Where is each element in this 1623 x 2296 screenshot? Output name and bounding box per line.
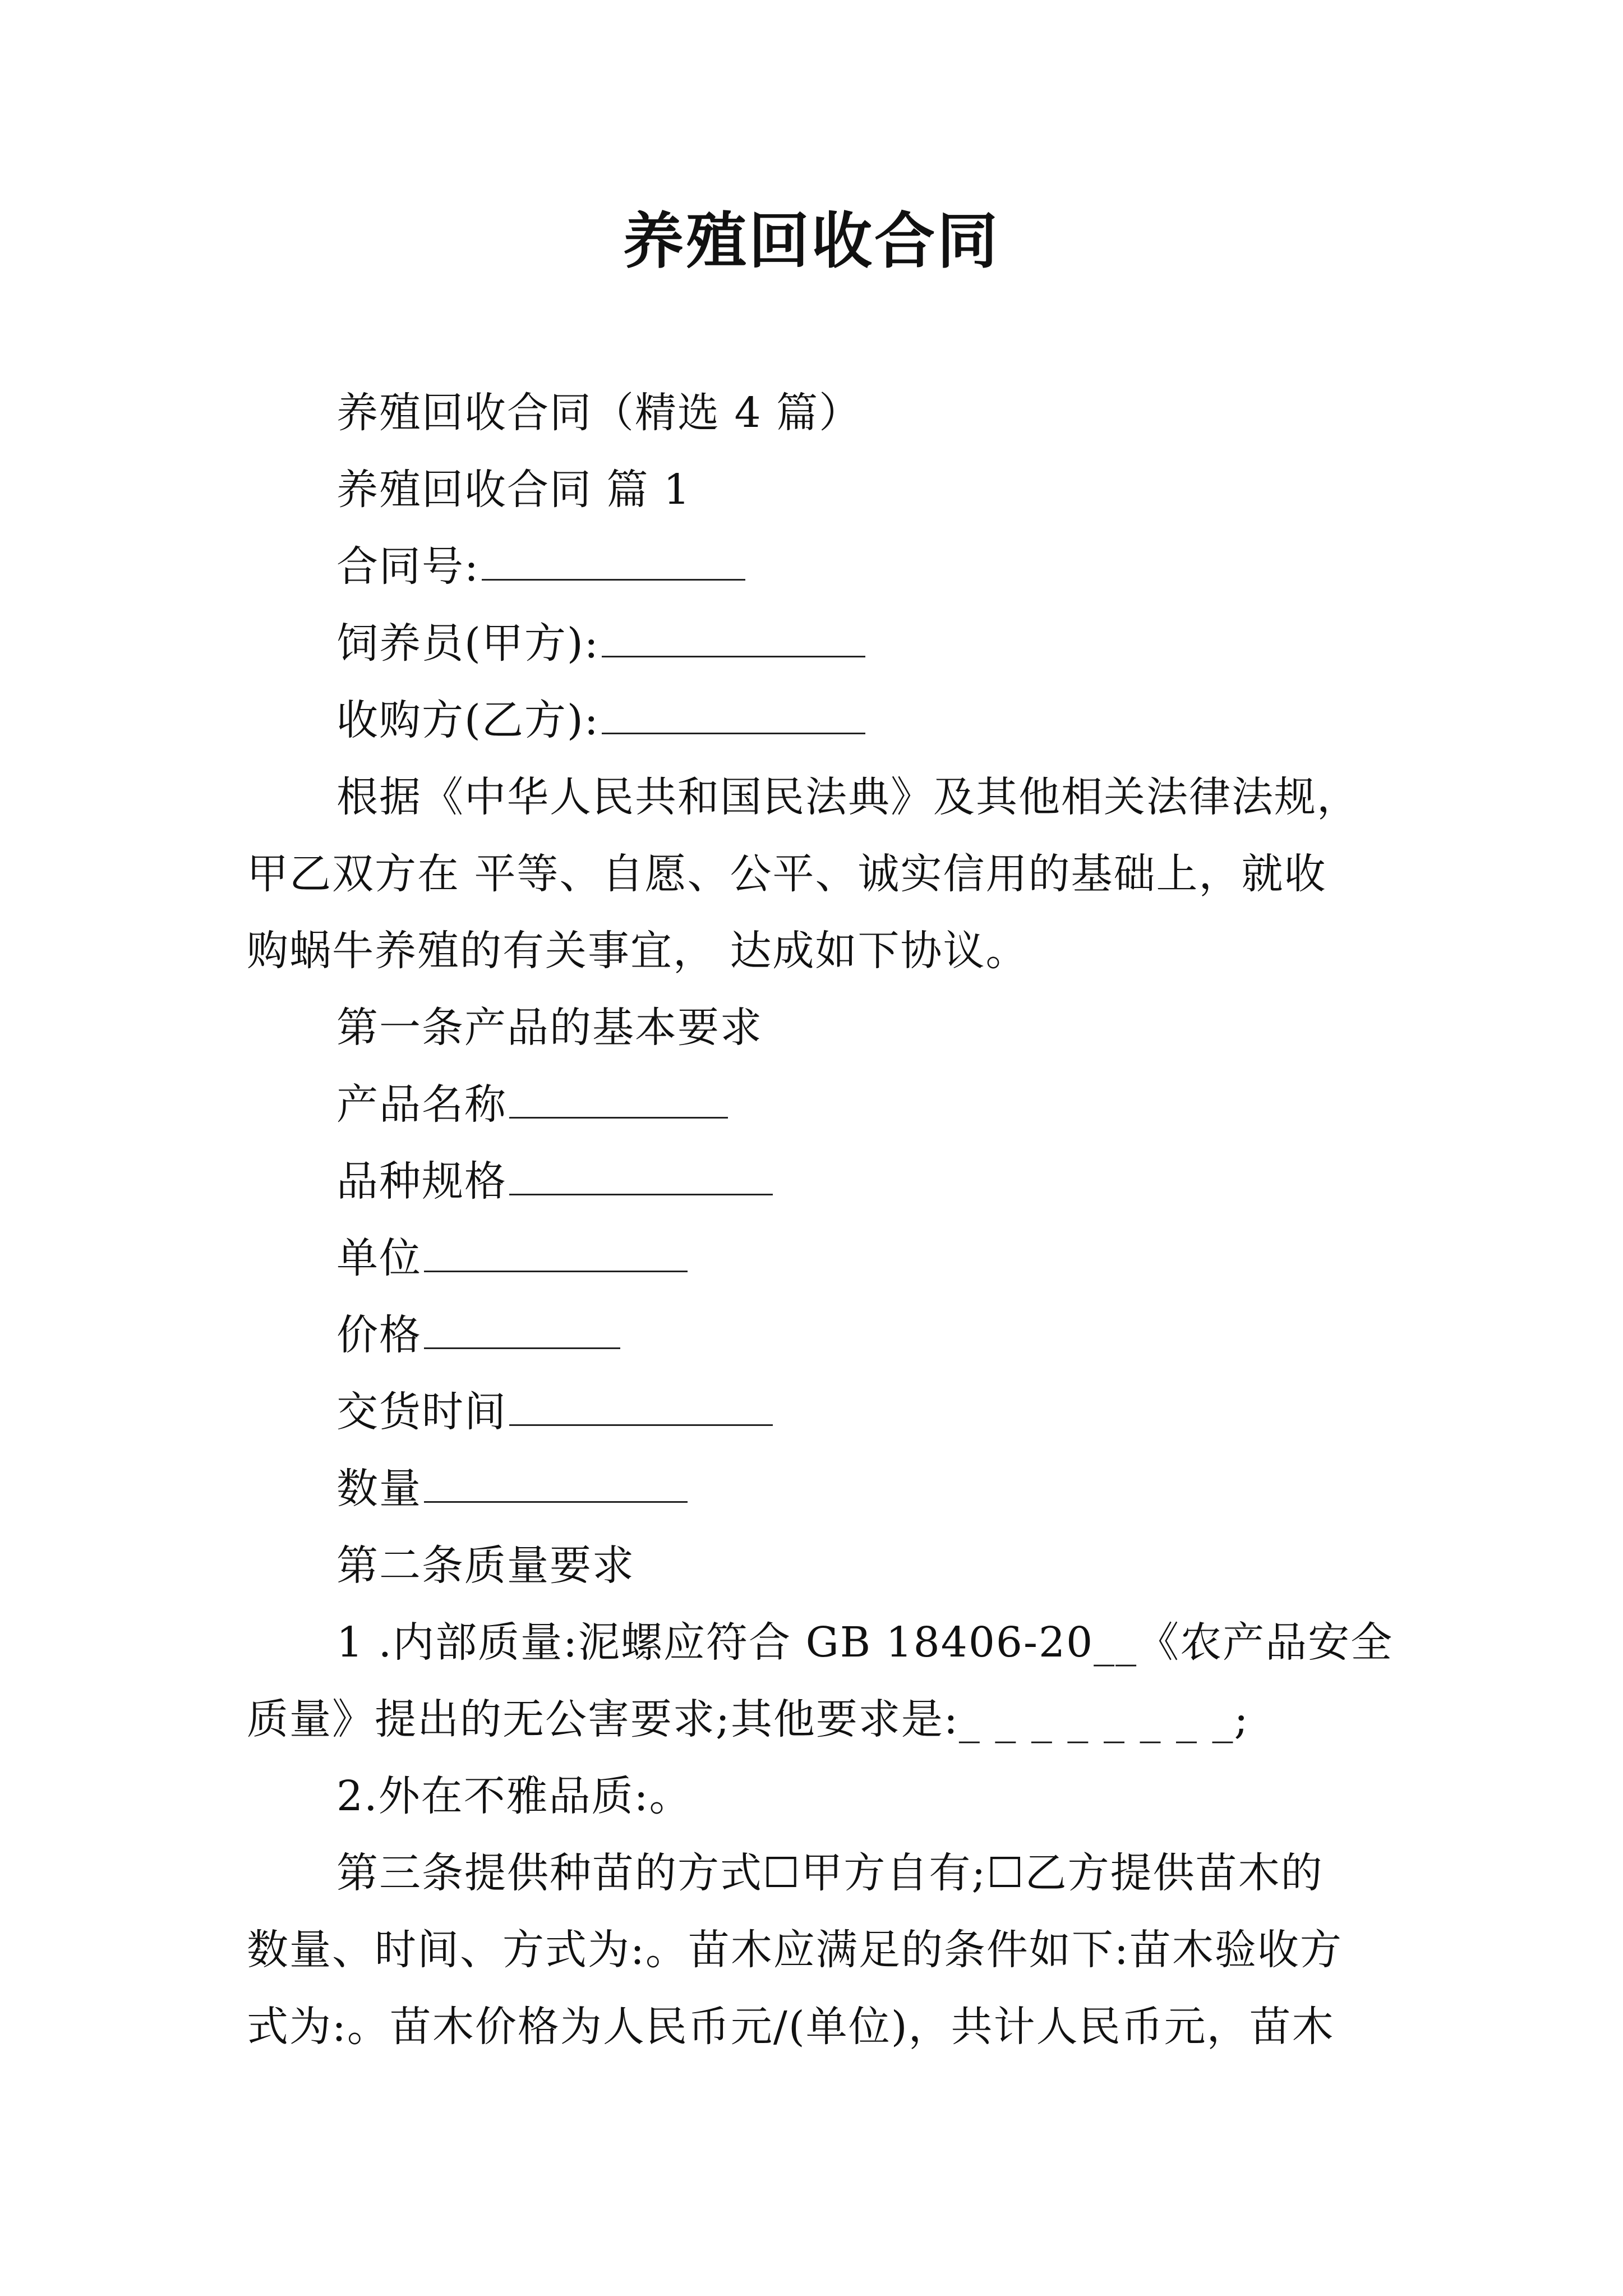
document-title: 养殖回收合同: [623, 206, 1000, 277]
price-blank: [424, 1306, 620, 1349]
delivery-time-blank: [509, 1383, 773, 1426]
quantity-blank: [424, 1460, 688, 1503]
appearance-text: 2.外在不雅品质:。: [336, 1772, 692, 1820]
article-3-line-1: [247, 1835, 1391, 1912]
preamble-line-3: [247, 913, 1391, 990]
delivery-time-label: 交货时间: [336, 1388, 507, 1436]
preamble-text-1: 根据《中华人民共和国民法典》及其他相关法律法规，: [336, 773, 1359, 821]
subtitle-text: 养殖回收合同（精选 4 篇）: [336, 389, 862, 437]
article-2-heading: [247, 1527, 1391, 1604]
document-body: [247, 375, 1394, 2065]
preamble-text-3: 购蜗牛养殖的有关事宜， 达成如下协议。: [247, 927, 1029, 975]
quality-line-2: [247, 1681, 1391, 1758]
quantity-field: [247, 1451, 1391, 1527]
variety-spec-field: [247, 1143, 1391, 1220]
quality-text-1: 1 .内部质量:泥螺应符合 GB 18406-20__《农产品安全: [336, 1618, 1394, 1667]
product-name-blank: [509, 1075, 728, 1119]
article-1-text: 第一条产品的基本要求: [336, 1004, 763, 1052]
party-b-blank: [602, 691, 865, 734]
price-field: [247, 1297, 1391, 1374]
subtitle-line: [247, 375, 1391, 452]
party-b-label: 收购方(乙方):: [336, 696, 600, 744]
product-name-field: [247, 1066, 1391, 1143]
unit-field: [247, 1220, 1391, 1297]
party-a-label: 饲养员(甲方):: [336, 619, 600, 668]
variety-spec-label: 品种规格: [336, 1157, 507, 1205]
quantity-label: 数量: [336, 1465, 422, 1513]
contract-number-blank: [482, 537, 745, 581]
article-3-line-2: [247, 1912, 1391, 1989]
article-3-text-3: 式为:。苗木价格为人民币元/(单位)，共计人民币元，苗木: [247, 2003, 1335, 2051]
quality-line-1: [247, 1604, 1394, 1681]
section-heading-line: [247, 452, 1391, 528]
preamble-text-2: 甲乙双方在 平等、自愿、公平、诚实信用的基础上，就收: [247, 850, 1327, 898]
article-3-line-3: [247, 1989, 1391, 2065]
delivery-time-field: [247, 1374, 1391, 1451]
unit-label: 单位: [336, 1234, 422, 1282]
article-3-text-1: 第三条提供种苗的方式☐甲方自有;☐乙方提供苗木的: [336, 1849, 1324, 1897]
contract-number-field: [247, 528, 1391, 605]
variety-spec-blank: [509, 1152, 773, 1195]
preamble-line-1: [247, 759, 1391, 836]
article-3-text-2: 数量、时间、方式为:。苗木应满足的条件如下:苗木验收方: [247, 1926, 1343, 1974]
article-2-text: 第二条质量要求: [336, 1542, 635, 1590]
quality-text-2: 质量》提出的无公害要求;其他要求是:_ _ _ _ _ _ _ _;: [247, 1695, 1249, 1743]
product-name-label: 产品名称: [336, 1080, 507, 1129]
appearance-line: [247, 1758, 1391, 1835]
party-a-blank: [602, 614, 865, 657]
contract-number-label: 合同号:: [336, 542, 479, 591]
preamble-line-2: [247, 836, 1391, 913]
party-a-field: [247, 605, 1391, 682]
article-1-heading: [247, 990, 1391, 1066]
party-b-field: [247, 682, 1391, 759]
price-label: 价格: [336, 1311, 422, 1359]
section-heading-text: 养殖回收合同 篇 1: [336, 466, 691, 514]
unit-blank: [424, 1229, 688, 1272]
